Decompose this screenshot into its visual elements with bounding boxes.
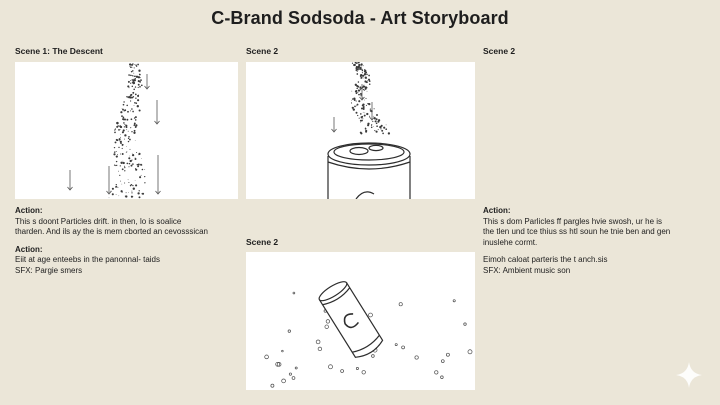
scene-3-notes <box>483 206 713 276</box>
scene-2-panel[interactable] <box>246 62 475 199</box>
scene-1-sketch <box>15 62 238 199</box>
scene-3-action-heading: Action: <box>483 206 511 215</box>
scene-4-label: Scene 2 <box>246 237 279 247</box>
scene-1-action-heading: Action: <box>15 206 43 215</box>
scene-1-action-line: tharden. And ils ay the is mem cborted an cevosssican <box>15 227 208 236</box>
scene-3-action-line: This s dom Parlicles ff pargles hvie swosh, ur he is <box>483 216 663 226</box>
scene-3-action-line: the tlen und tce thius ss htl soun he tnie ben and gen <box>483 227 671 236</box>
scene-1-action2-line: Eiit at age enteebs in the panonnal- taids <box>15 255 160 264</box>
soda-can-drawing <box>328 143 410 199</box>
scene-4-panel[interactable] <box>246 252 475 390</box>
scene-3-label: Scene 2 <box>483 46 516 56</box>
scene-2-label: Scene 2 <box>246 46 279 56</box>
scene-1-action-line: This s doont Particles drift. in then, lo is soalice <box>15 216 182 226</box>
scene-3-sfx-line: SFX: Ambient music son <box>483 265 571 275</box>
scene-3-action-line: inuslehe cormt. <box>483 237 538 247</box>
scene-1-label: Scene 1: The Descent <box>15 46 103 56</box>
scene-1-sfx-line: SFX: Pargie smers <box>15 265 83 275</box>
sparkle-icon <box>676 362 702 388</box>
scene-1-action2-heading: Action: <box>15 244 43 254</box>
scene-2-sketch <box>246 62 475 199</box>
scene-1-panel[interactable] <box>15 62 238 199</box>
scene-1-notes <box>15 206 243 276</box>
scene-4-sketch <box>246 252 475 390</box>
scene-3-extra-line: Eimoh caloat parteris the t anch.sis <box>483 255 608 264</box>
storyboard-title: C-Brand Sodsoda - Art Storyboard <box>211 8 509 28</box>
